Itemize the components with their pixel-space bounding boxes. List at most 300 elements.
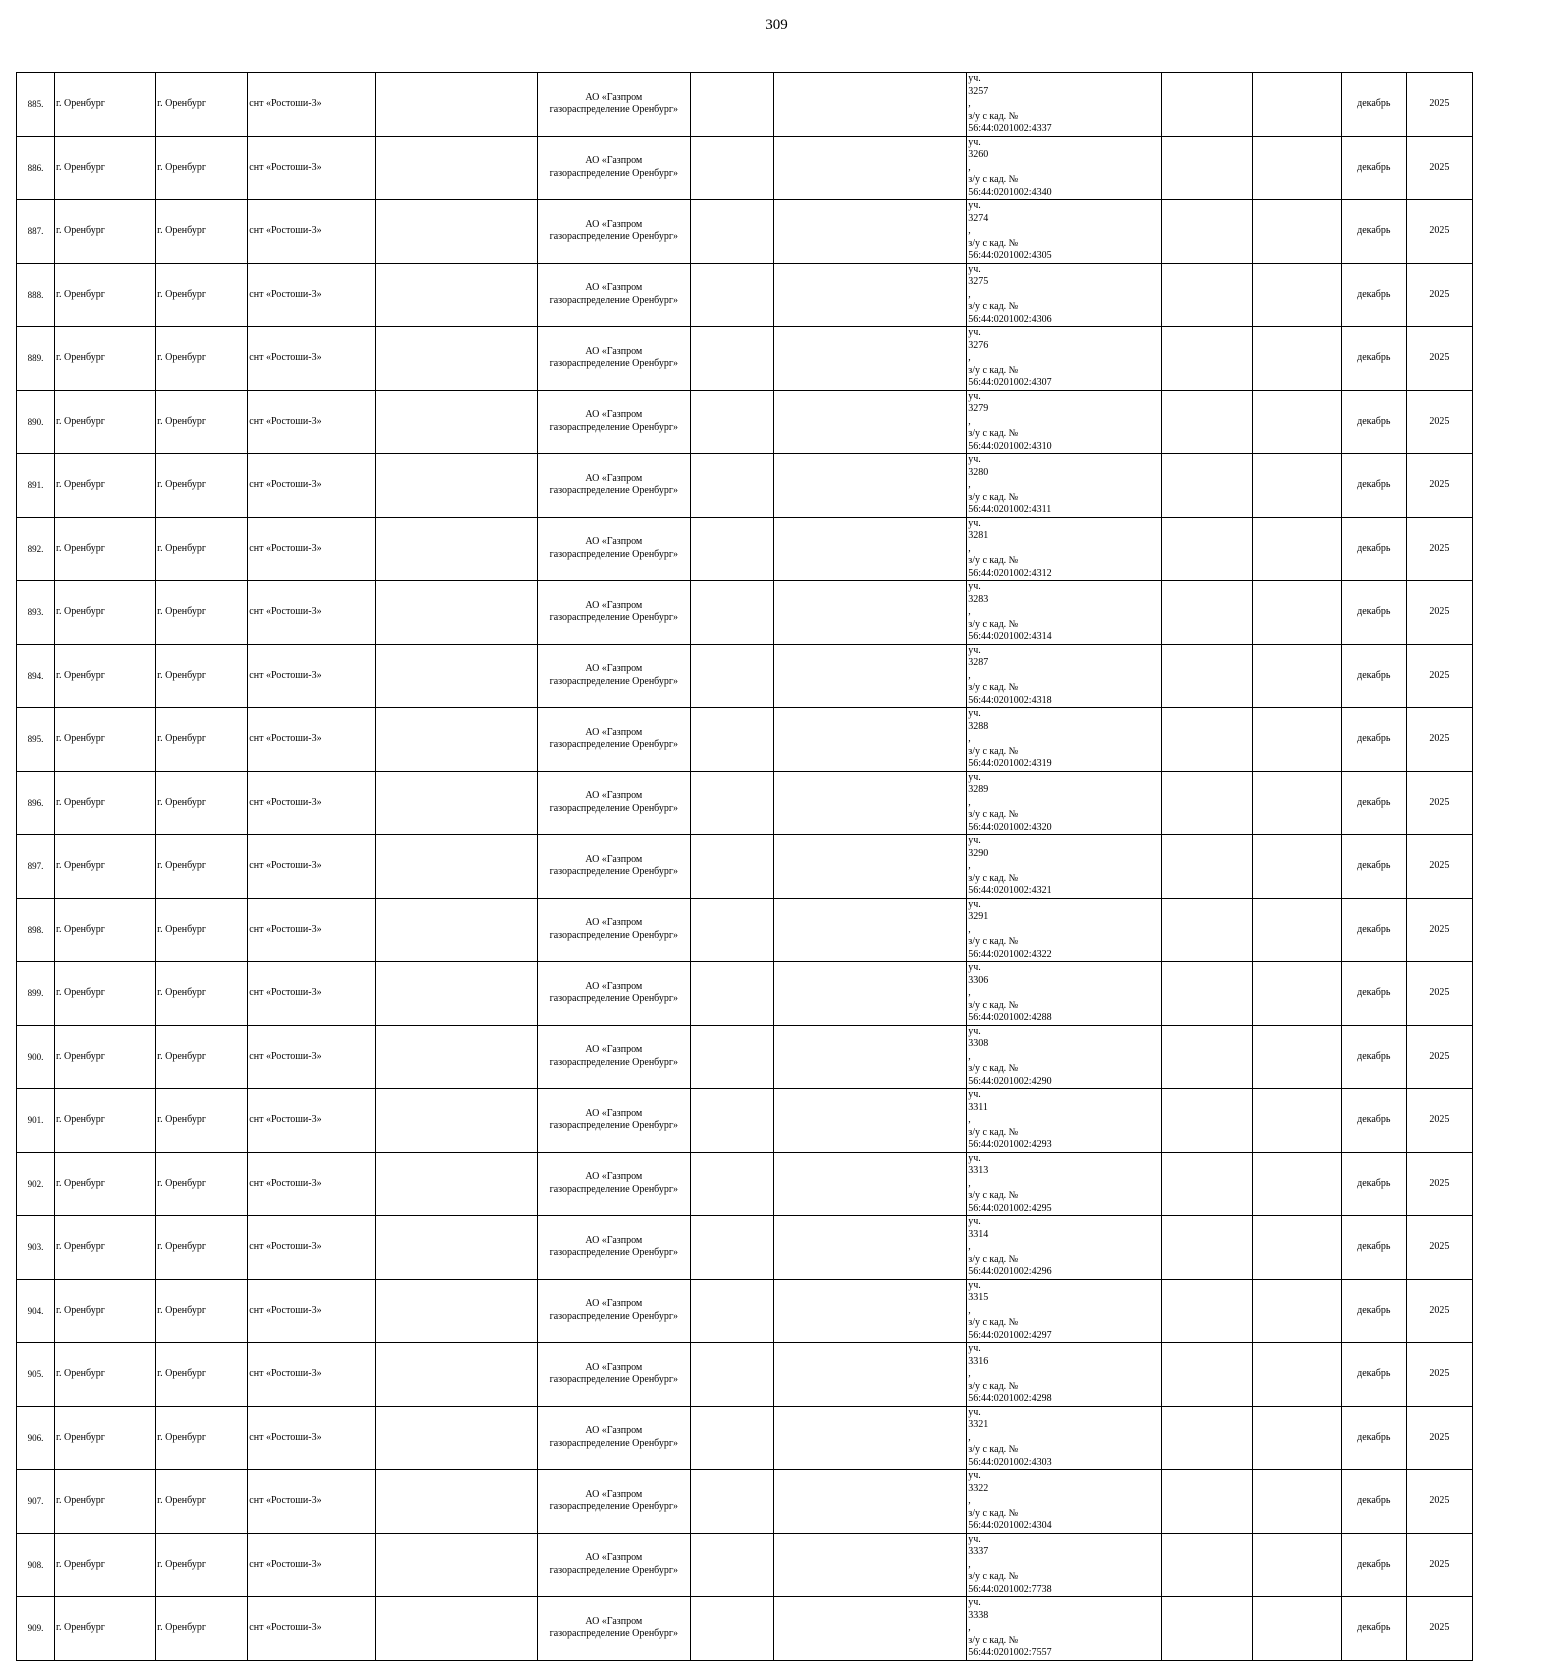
organization-line-1: АО «Газпром: [585, 663, 643, 675]
organization-line-2: газораспределение Оренбург»: [549, 421, 678, 433]
empty-cell: [1252, 1533, 1341, 1597]
address-cell: [967, 263, 1161, 327]
plot-number: 3337: [968, 1546, 989, 1557]
plot-line: уч. 3291 ,: [968, 899, 1159, 937]
empty-cell: [376, 200, 537, 264]
plot-line: уч. 3287 ,: [968, 645, 1159, 683]
empty-cell: [376, 1406, 537, 1470]
empty-cell: [690, 1470, 773, 1534]
city-cell: [55, 1533, 156, 1597]
month: декабрь: [1357, 542, 1391, 554]
month-cell: [1341, 1279, 1406, 1343]
empty-cell: [376, 962, 537, 1026]
settlement-cell: [156, 263, 248, 327]
city-cell: [55, 1597, 156, 1661]
organization-cell: [537, 1025, 690, 1089]
year: 2025: [1429, 1431, 1450, 1443]
organization-cell: [537, 1152, 690, 1216]
cadastral-number: 56:44:0201002:4306: [968, 313, 1052, 325]
city: г. Оренбург: [56, 288, 105, 300]
year: 2025: [1429, 1114, 1450, 1125]
month: декабрь: [1357, 606, 1391, 617]
snt-name: снт «Ростоши-3»: [249, 796, 322, 808]
month-cell: [1341, 708, 1406, 772]
plot-number: 3322: [968, 1482, 989, 1494]
organization-cell: [537, 200, 690, 264]
year-cell: [1406, 1470, 1472, 1534]
empty-cell: [1252, 581, 1341, 645]
organization-line-1: АО «Газпром: [585, 599, 643, 611]
settlement: г. Оренбург: [157, 1622, 206, 1633]
empty-cell: [690, 517, 773, 581]
cadastral-prefix: з/у с кад. №: [968, 1507, 1019, 1519]
cadastral-prefix: з/у с кад. №: [968, 1634, 1019, 1646]
snt-name: снт «Ростоши-3»: [249, 1622, 322, 1633]
organization-cell: [537, 1279, 690, 1343]
cadastral-line: [968, 1444, 1159, 1469]
row-number: 887.: [27, 226, 44, 236]
snt-cell: [248, 136, 376, 200]
table-row: [17, 898, 1473, 962]
year: 2025: [1429, 733, 1450, 744]
snt-cell: [248, 771, 376, 835]
settlement: г. Оренбург: [157, 1558, 206, 1570]
snt-cell: [248, 327, 376, 391]
year: 2025: [1429, 352, 1450, 363]
cadastral-prefix: з/у с кад. №: [968, 491, 1019, 503]
empty-cell: [1252, 1343, 1341, 1407]
month-cell: [1341, 1089, 1406, 1153]
empty-cell: [774, 517, 967, 581]
plot-prefix: уч.: [968, 1597, 981, 1608]
row-number: 886.: [27, 162, 44, 173]
empty-cell: [1161, 200, 1252, 264]
month: декабрь: [1357, 1114, 1391, 1125]
empty-cell: [1252, 835, 1341, 899]
snt-cell: [248, 1279, 376, 1343]
organization-line-2: газораспределение Оренбург»: [549, 1056, 678, 1068]
city-cell: [55, 1406, 156, 1470]
empty-cell: [774, 1597, 967, 1661]
row-number-cell: [17, 835, 55, 899]
city: г. Оренбург: [56, 1050, 105, 1062]
page-number: 309: [765, 17, 788, 33]
row-number-cell: [17, 1597, 55, 1661]
address-cell: [967, 1216, 1161, 1280]
organization-line-2: газораспределение Оренбург»: [549, 294, 678, 306]
snt-cell: [248, 708, 376, 772]
organization-cell: [537, 1216, 690, 1280]
empty-cell: [774, 581, 967, 645]
city: г. Оренбург: [56, 1558, 105, 1570]
plot-line: уч. 3313 ,: [968, 1153, 1159, 1191]
empty-cell: [690, 581, 773, 645]
city: г. Оренбург: [56, 733, 105, 744]
settlement: г. Оренбург: [157, 1241, 206, 1252]
snt-name: снт «Ростоши-3»: [249, 1114, 322, 1125]
address-cell: [967, 898, 1161, 962]
empty-cell: [1161, 136, 1252, 200]
organization-line-2: газораспределение Оренбург»: [549, 866, 678, 878]
empty-cell: [690, 835, 773, 899]
organization-line-2: газораспределение Оренбург»: [549, 739, 678, 751]
table-row: [17, 1216, 1473, 1280]
settlement: г. Оренбург: [157, 796, 206, 808]
empty-cell: [690, 1216, 773, 1280]
year-cell: [1406, 835, 1472, 899]
month: декабрь: [1357, 923, 1391, 935]
empty-cell: [1161, 644, 1252, 708]
organization-cell: [537, 898, 690, 962]
address-cell: [967, 517, 1161, 581]
cadastral-prefix: з/у с кад. №: [968, 428, 1019, 439]
year-cell: [1406, 581, 1472, 645]
row-number: 900.: [27, 1051, 44, 1062]
month-cell: [1341, 1152, 1406, 1216]
plot-number: 3290: [968, 847, 989, 859]
plot-line: уч. 3274 ,: [968, 200, 1159, 238]
snt-name: снт «Ростоши-3»: [249, 288, 322, 300]
row-number-cell: [17, 1533, 55, 1597]
row-number-cell: [17, 263, 55, 327]
table-row: [17, 263, 1473, 327]
table-row: [17, 1089, 1473, 1153]
empty-cell: [1252, 644, 1341, 708]
cadastral-line: [968, 1254, 1159, 1279]
empty-cell: [1161, 1279, 1252, 1343]
organization-cell: [537, 136, 690, 200]
snt-cell: [248, 1343, 376, 1407]
settlement: г. Оренбург: [157, 1495, 206, 1506]
plot-prefix: уч.: [968, 517, 981, 529]
city-cell: [55, 1470, 156, 1534]
cadastral-prefix: з/у с кад. №: [968, 1126, 1019, 1138]
empty-cell: [376, 581, 537, 645]
year-cell: [1406, 200, 1472, 264]
organization-line-1: АО «Газпром: [585, 1298, 643, 1310]
settlement-cell: [156, 1470, 248, 1534]
empty-cell: [774, 1470, 967, 1534]
row-number: 895.: [27, 734, 44, 744]
organization-line-2: газораспределение Оренбург»: [549, 675, 678, 687]
plot-number: 3280: [968, 466, 989, 478]
empty-cell: [1252, 390, 1341, 454]
city-cell: [55, 136, 156, 200]
organization-cell: [537, 644, 690, 708]
plot-prefix: уч.: [968, 263, 981, 275]
cadastral-number: 56:44:0201002:4319: [968, 758, 1052, 769]
row-number: 891.: [27, 480, 44, 490]
settlement: г. Оренбург: [157, 352, 206, 363]
city: г. Оренбург: [56, 1241, 105, 1252]
organization-cell: [537, 1089, 690, 1153]
plot-number: 3283: [968, 593, 989, 605]
table-row: [17, 1343, 1473, 1407]
cadastral-line: [968, 682, 1159, 707]
plot-prefix: уч.: [968, 1470, 981, 1481]
plot-number: 3308: [968, 1038, 989, 1049]
address-cell: [967, 200, 1161, 264]
snt-cell: [248, 1216, 376, 1280]
snt-name: снт «Ростоши-3»: [249, 733, 322, 744]
snt-cell: [248, 390, 376, 454]
empty-cell: [1252, 517, 1341, 581]
cadastral-prefix: з/у с кад. №: [968, 110, 1019, 122]
plot-number: 3260: [968, 149, 989, 160]
empty-cell: [376, 517, 537, 581]
organization-cell: [537, 73, 690, 137]
empty-cell: [1161, 1533, 1252, 1597]
cadastral-number: 56:44:0201002:7557: [968, 1647, 1052, 1658]
city: г. Оренбург: [56, 669, 105, 681]
month-cell: [1341, 835, 1406, 899]
organization-line-1: АО «Газпром: [585, 1615, 643, 1627]
year-cell: [1406, 898, 1472, 962]
address-cell: [967, 1343, 1161, 1407]
empty-cell: [690, 1152, 773, 1216]
plot-prefix: уч.: [968, 390, 981, 402]
month-cell: [1341, 136, 1406, 200]
row-number-cell: [17, 1089, 55, 1153]
city-cell: [55, 1152, 156, 1216]
city: г. Оренбург: [56, 1304, 105, 1316]
empty-cell: [1161, 1470, 1252, 1534]
organization-line-1: АО «Газпром: [585, 1488, 643, 1500]
row-number-cell: [17, 517, 55, 581]
cadastral-line: [968, 1571, 1159, 1596]
year-cell: [1406, 263, 1472, 327]
row-number-cell: [17, 1279, 55, 1343]
organization-cell: [537, 581, 690, 645]
settlement: г. Оренбург: [157, 1177, 206, 1189]
cadastral-number: 56:44:0201002:4303: [968, 1456, 1052, 1468]
row-number: 909.: [27, 1623, 44, 1633]
cadastral-prefix: з/у с кад. №: [968, 745, 1019, 757]
plot-line: уч. 3280 ,: [968, 454, 1159, 492]
organization-line-2: газораспределение Оренбург»: [549, 1183, 678, 1195]
plot-prefix: уч.: [968, 1279, 981, 1291]
settlement: г. Оренбург: [157, 479, 206, 490]
year: 2025: [1429, 1241, 1450, 1252]
cadastral-line: [968, 428, 1159, 453]
cadastral-prefix: з/у с кад. №: [968, 301, 1019, 312]
organization-cell: [537, 390, 690, 454]
empty-cell: [690, 200, 773, 264]
empty-cell: [1161, 1089, 1252, 1153]
row-number: 897.: [27, 861, 44, 871]
settlement-cell: [156, 390, 248, 454]
empty-cell: [774, 390, 967, 454]
register-body: [17, 73, 1473, 1661]
settlement: г. Оренбург: [157, 415, 206, 427]
snt-name: снт «Ростоши-3»: [249, 606, 322, 617]
empty-cell: [774, 200, 967, 264]
snt-name: снт «Ростоши-3»: [249, 542, 322, 554]
cadastral-prefix: з/у с кад. №: [968, 1444, 1019, 1455]
address-cell: [967, 771, 1161, 835]
address-cell: [967, 454, 1161, 518]
empty-cell: [1161, 73, 1252, 137]
address-cell: [967, 1533, 1161, 1597]
month: декабрь: [1357, 161, 1391, 173]
plot-prefix: уч.: [968, 1406, 981, 1418]
empty-cell: [774, 136, 967, 200]
city-cell: [55, 200, 156, 264]
empty-cell: [376, 1089, 537, 1153]
year: 2025: [1429, 1304, 1450, 1316]
row-number: 885.: [27, 99, 44, 109]
year: 2025: [1429, 225, 1450, 236]
cadastral-line: [968, 936, 1159, 961]
organization-line-2: газораспределение Оренбург»: [549, 929, 678, 941]
table-row: [17, 1533, 1473, 1597]
plot-line: уч. 3311 ,: [968, 1089, 1159, 1127]
organization-line-1: АО «Газпром: [585, 980, 643, 992]
organization-cell: [537, 327, 690, 391]
empty-cell: [376, 708, 537, 772]
settlement: г. Оренбург: [157, 860, 206, 871]
plot-line: уч. 3283 ,: [968, 581, 1159, 619]
row-number: 889.: [27, 353, 44, 363]
year-cell: [1406, 1406, 1472, 1470]
organization-line-1: АО «Газпром: [585, 1044, 643, 1056]
snt-cell: [248, 1470, 376, 1534]
cadastral-prefix: з/у с кад. №: [968, 809, 1019, 820]
organization-line-1: АО «Газпром: [585, 345, 643, 357]
empty-cell: [376, 1533, 537, 1597]
cadastral-number: 56:44:0201002:4295: [968, 1202, 1052, 1214]
organization-cell: [537, 517, 690, 581]
organization-cell: [537, 1597, 690, 1661]
organization-cell: [537, 1470, 690, 1534]
plot-prefix: уч.: [968, 1216, 981, 1227]
empty-cell: [376, 1597, 537, 1661]
year-cell: [1406, 1597, 1472, 1661]
cadastral-number: 56:44:0201002:4296: [968, 1266, 1052, 1277]
plot-prefix: уч.: [968, 1533, 981, 1545]
organization-line-1: АО «Газпром: [585, 1171, 643, 1183]
address-cell: [967, 1152, 1161, 1216]
cadastral-number: 56:44:0201002:4321: [968, 885, 1052, 896]
row-number-cell: [17, 1216, 55, 1280]
row-number: 901.: [27, 1115, 44, 1125]
organization-cell: [537, 708, 690, 772]
empty-cell: [690, 263, 773, 327]
month-cell: [1341, 1025, 1406, 1089]
city-cell: [55, 644, 156, 708]
organization-line-2: газораспределение Оренбург»: [549, 1628, 678, 1640]
snt-name: снт «Ростоши-3»: [249, 479, 322, 490]
city: г. Оренбург: [56, 923, 105, 935]
month: декабрь: [1357, 1050, 1391, 1062]
snt-cell: [248, 898, 376, 962]
address-cell: [967, 1025, 1161, 1089]
plot-number: 3314: [968, 1228, 989, 1240]
organization-line-2: газораспределение Оренбург»: [549, 231, 678, 243]
month-cell: [1341, 200, 1406, 264]
empty-cell: [376, 454, 537, 518]
row-number: 908.: [27, 1559, 44, 1570]
empty-cell: [1161, 327, 1252, 391]
cadastral-line: [968, 619, 1159, 644]
city-cell: [55, 1025, 156, 1089]
settlement: г. Оренбург: [157, 161, 206, 173]
row-number: 888.: [27, 289, 44, 300]
snt-name: снт «Ростоши-3»: [249, 98, 322, 109]
plot-prefix: уч.: [968, 962, 981, 973]
plot-line: уч. 3308 ,: [968, 1026, 1159, 1064]
table-row: [17, 390, 1473, 454]
empty-cell: [1161, 517, 1252, 581]
cadastral-prefix: з/у с кад. №: [968, 682, 1019, 693]
cadastral-number: 56:44:0201002:4320: [968, 821, 1052, 833]
year: 2025: [1429, 1495, 1450, 1506]
settlement: г. Оренбург: [157, 1368, 206, 1379]
row-number-cell: [17, 136, 55, 200]
plot-line: уч. 3257 ,: [968, 73, 1159, 111]
row-number-cell: [17, 962, 55, 1026]
empty-cell: [1252, 200, 1341, 264]
row-number-cell: [17, 1343, 55, 1407]
organization-line-2: газораспределение Оренбург»: [549, 1501, 678, 1513]
year-cell: [1406, 454, 1472, 518]
snt-name: снт «Ростоши-3»: [249, 987, 322, 998]
plot-line: уч. 3321 ,: [968, 1407, 1159, 1445]
organization-line-1: АО «Газпром: [585, 1234, 643, 1246]
snt-cell: [248, 200, 376, 264]
month-cell: [1341, 644, 1406, 708]
plot-line: уч. 3337 ,: [968, 1534, 1159, 1572]
snt-name: снт «Ростоши-3»: [249, 1304, 322, 1316]
year: 2025: [1429, 542, 1450, 554]
empty-cell: [1252, 1279, 1341, 1343]
cadastral-line: [968, 301, 1159, 326]
organization-line-1: АО «Газпром: [585, 409, 643, 421]
plot-number: 3275: [968, 276, 989, 287]
organization-line-1: АО «Газпром: [585, 282, 643, 294]
city: г. Оренбург: [56, 1622, 105, 1633]
settlement-cell: [156, 581, 248, 645]
cadastral-number: 56:44:0201002:4305: [968, 250, 1052, 261]
plot-line: уч. 3279 ,: [968, 391, 1159, 429]
year: 2025: [1429, 98, 1450, 109]
plot-number: 3279: [968, 403, 989, 414]
month: декабрь: [1357, 733, 1391, 744]
year: 2025: [1429, 479, 1450, 490]
organization-line-2: газораспределение Оренбург»: [549, 1247, 678, 1259]
month-cell: [1341, 898, 1406, 962]
organization-line-1: АО «Газпром: [585, 218, 643, 230]
cadastral-line: [968, 1000, 1159, 1025]
table-row: [17, 454, 1473, 518]
settlement-cell: [156, 1597, 248, 1661]
settlement-cell: [156, 835, 248, 899]
plot-number: 3287: [968, 657, 989, 668]
settlement: г. Оренбург: [157, 669, 206, 681]
empty-cell: [690, 73, 773, 137]
organization-line-1: АО «Газпром: [585, 155, 643, 167]
plot-prefix: уч.: [968, 1152, 981, 1164]
plot-line: уч. 3315 ,: [968, 1280, 1159, 1318]
month: декабрь: [1357, 415, 1391, 427]
address-cell: [967, 1597, 1161, 1661]
city: г. Оренбург: [56, 1114, 105, 1125]
settlement-cell: [156, 517, 248, 581]
table-row: [17, 644, 1473, 708]
empty-cell: [1161, 898, 1252, 962]
table-row: [17, 771, 1473, 835]
cadastral-prefix: з/у с кад. №: [968, 1317, 1019, 1328]
